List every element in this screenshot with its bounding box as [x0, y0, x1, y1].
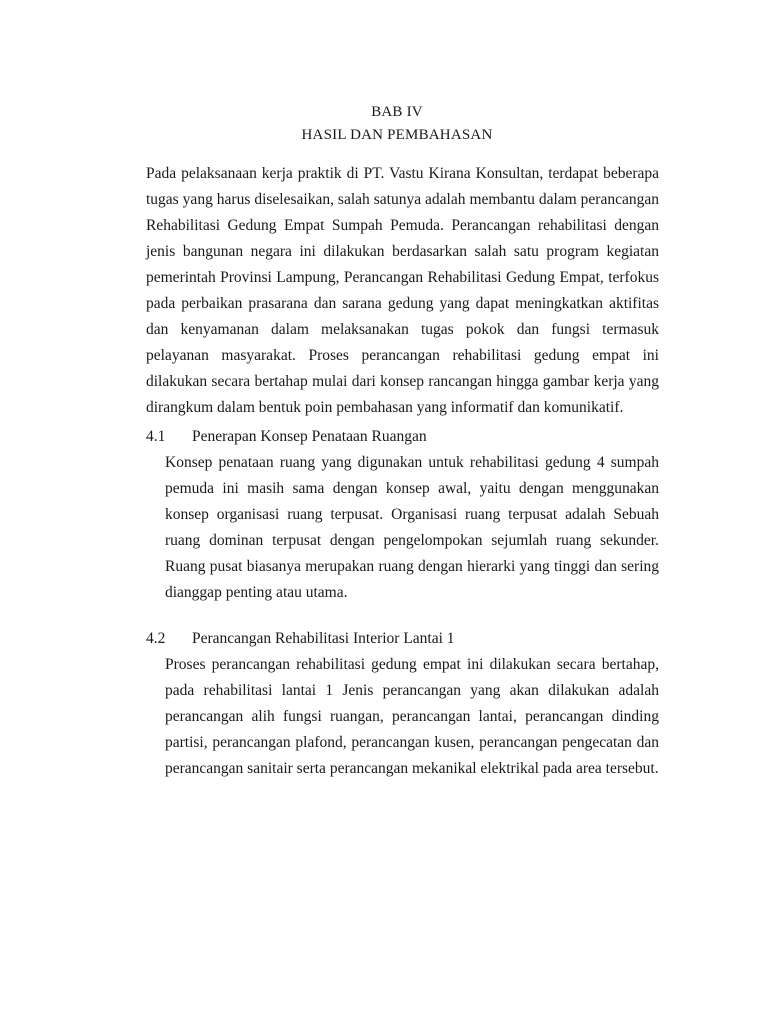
section-4-1-number: 4.1	[146, 428, 166, 445]
section-4-1-body: Konsep penataan ruang yang digunakan untuk rehabilitasi gedung 4 sumpah pemuda ini masih sama dengan konsep awal, yaitu dengan menggunakan konsep organisasi ruang terpusat. Organisasi ruang terpusat adalah Sebuah ruang dominan terpusat dengan pengelompokan sejumlah ruang sekunder. Ruang pusat biasanya merupakan ruang dengan hierarki yang tinggi dan sering dianggap penting atau utama.	[165, 454, 659, 601]
section-4-2-body: Proses perancangan rehabilitasi gedung empat ini dilakukan secara bertahap, pada rehabilitasi lantai 1 Jenis perancangan yang akan dilakukan adalah perancangan alih fungsi ruangan, perancangan lantai, perancangan dinding partisi, perancangan plafond, perancangan kusen, perancangan pengecatan dan perancangan sanitair serta perancangan mekanikal elektrikal pada area tersebut.	[165, 656, 659, 777]
intro-paragraph: Pada pelaksanaan kerja praktik di PT. Vastu Kirana Konsultan, terdapat beberapa tugas yang harus diselesaikan, salah satunya adalah membantu dalam perancangan Rehabilitasi Gedung Empat Sumpah Pemuda. Perancangan rehabilitasi dengan jenis bangunan negara ini dilakukan berdasarkan salah satu program kegiatan pemerintah Provinsi Lampung, Perancangan Rehabilitasi Gedung Empat, terfokus pada perbaikan prasarana dan sarana gedung yang dapat meningkatkan aktifitas dan kenyamanan dalam melaksanakan tugas pokok dan fungsi termasuk pelayanan masyarakat. Proses perancangan rehabilitasi gedung empat ini dilakukan secara bertahap mulai dari konsep rancangan hingga gambar kerja yang dirangkum dalam bentuk poin pembahasan yang informatif dan komunikatif.	[146, 165, 659, 416]
chapter-title: HASIL DAN PEMBAHASAN	[301, 127, 493, 143]
section-4-2-title: Perancangan Rehabilitasi Interior Lantai 1	[192, 630, 455, 647]
section-4-2-number: 4.2	[146, 630, 166, 647]
chapter-number: BAB IV	[371, 104, 423, 120]
section-4-1-title: Penerapan Konsep Penataan Ruangan	[192, 428, 427, 445]
